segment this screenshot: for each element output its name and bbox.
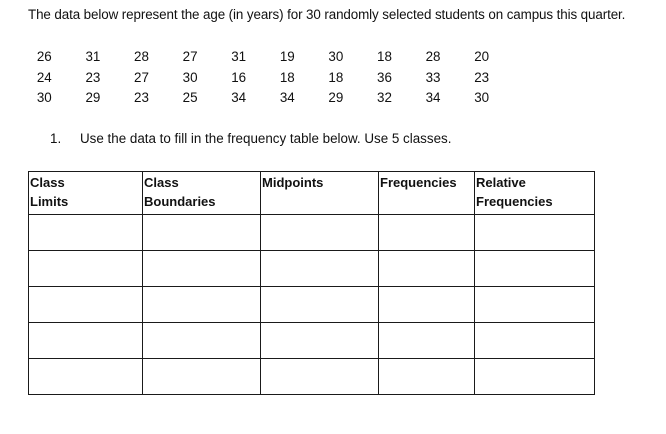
table-row xyxy=(29,287,595,323)
data-value: 34 xyxy=(425,90,441,105)
table-cell xyxy=(379,323,475,359)
data-value: 16 xyxy=(231,69,247,85)
table-cell xyxy=(475,287,595,323)
table-row xyxy=(29,323,595,359)
table-cell xyxy=(29,359,143,395)
table-cell xyxy=(379,215,475,251)
table-cell xyxy=(29,323,143,359)
data-value: 30 xyxy=(328,49,344,64)
data-value: 27 xyxy=(134,69,149,85)
data-value: 29 xyxy=(85,90,101,105)
header-frequencies: Frequencies xyxy=(379,172,475,215)
data-value: 18 xyxy=(279,69,295,85)
table-cell xyxy=(143,215,261,251)
table-cell xyxy=(29,287,143,323)
data-value: 27 xyxy=(182,49,198,64)
data-value: 36 xyxy=(377,69,392,85)
table-cell xyxy=(475,215,595,251)
table-cell xyxy=(379,251,475,287)
table-cell xyxy=(379,359,475,395)
data-value: 31 xyxy=(231,49,247,64)
data-value: 33 xyxy=(425,69,441,85)
table-cell xyxy=(261,215,379,251)
data-value: 34 xyxy=(279,90,295,105)
data-value: 24 xyxy=(36,69,52,85)
table-cell xyxy=(261,251,379,287)
table-cell xyxy=(29,251,143,287)
question-text: Use the data to fill in the frequency table below. Use 5 classes. xyxy=(80,131,452,146)
data-value: 31 xyxy=(85,49,101,64)
data-value: 32 xyxy=(377,90,392,105)
table-cell xyxy=(261,287,379,323)
table-cell xyxy=(29,215,143,251)
table-cell xyxy=(143,251,261,287)
table-row xyxy=(29,359,595,395)
data-value: 18 xyxy=(328,69,344,85)
table-cell xyxy=(475,323,595,359)
data-value: 30 xyxy=(36,90,52,105)
table-row xyxy=(29,251,595,287)
table-cell xyxy=(261,359,379,395)
data-value: 23 xyxy=(134,90,149,105)
header-relative-frequencies: Relative Frequencies xyxy=(475,172,595,215)
frequency-table xyxy=(28,171,595,395)
data-value: 34 xyxy=(231,90,247,105)
header-class-boundaries: Class Boundaries xyxy=(143,172,261,215)
data-value: 23 xyxy=(85,69,101,85)
data-value: 18 xyxy=(377,49,392,64)
table-cell xyxy=(475,251,595,287)
data-value: 28 xyxy=(134,49,149,64)
data-value: 20 xyxy=(474,49,490,64)
data-value: 26 xyxy=(36,49,52,64)
data-value: 19 xyxy=(279,49,295,64)
header-midpoints: Midpoints xyxy=(261,172,379,215)
data-value: 28 xyxy=(425,49,441,64)
table-cell xyxy=(143,359,261,395)
table-cell xyxy=(143,287,261,323)
frequency-table-header-row xyxy=(29,172,595,215)
data-value: 30 xyxy=(474,90,490,105)
table-cell xyxy=(379,287,475,323)
age-data-grid xyxy=(20,49,506,111)
data-value: 30 xyxy=(182,69,198,85)
data-value: 23 xyxy=(474,69,490,85)
data-value: 25 xyxy=(182,90,198,105)
table-cell xyxy=(261,323,379,359)
data-value: 29 xyxy=(328,90,344,105)
table-cell xyxy=(475,359,595,395)
question-number: 1. xyxy=(50,131,62,146)
table-row xyxy=(29,215,595,251)
question-1 xyxy=(50,131,451,146)
intro-text: The data below represent the age (in years) for 30 randomly selected students on campus this quarter. xyxy=(28,7,626,22)
header-class-limits: Class Limits xyxy=(29,172,143,215)
table-cell xyxy=(143,323,261,359)
